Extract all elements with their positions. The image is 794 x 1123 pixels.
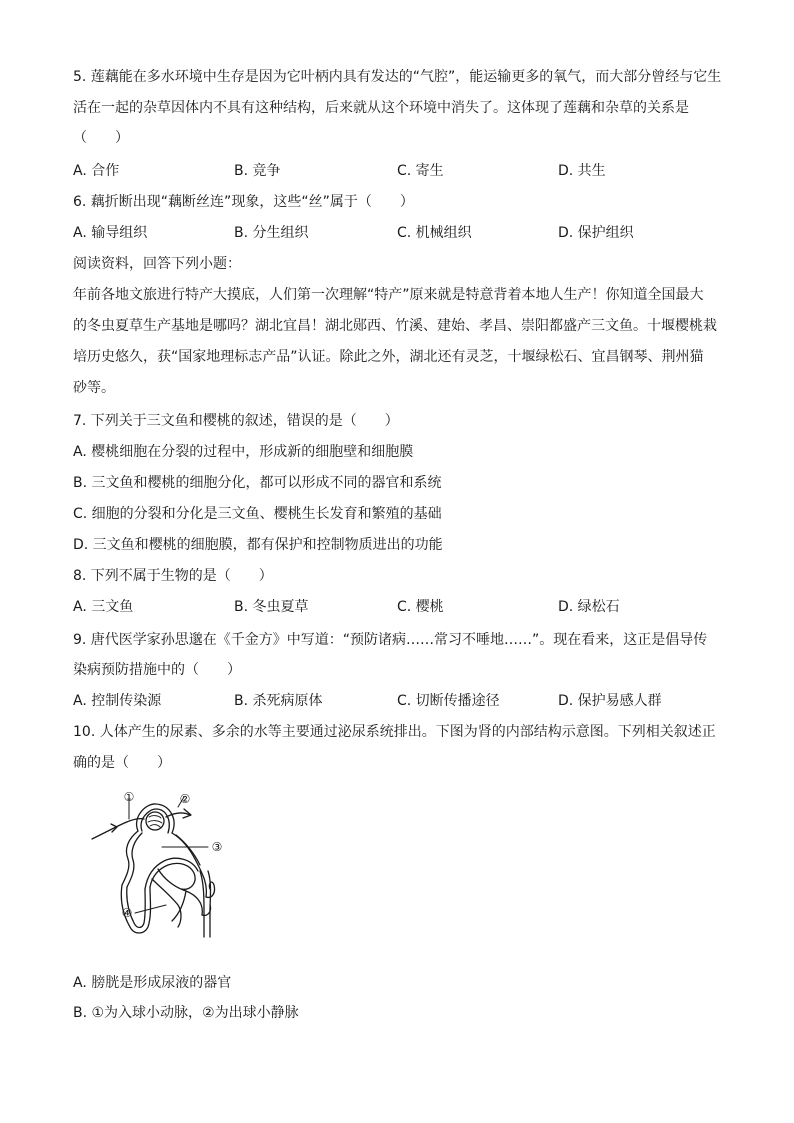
q5-stem-line2: 活在一起的杂草因体内不具有这种结构，后来就从这个环境中消失了。这体现了莲藕和杂草的关系是 xyxy=(73,100,689,116)
q6-option-b: B. 分生组织 xyxy=(234,225,309,241)
reading-intro: 阅读资料，回答下列小题： xyxy=(73,256,241,272)
q5-answer-blank: （ ） xyxy=(73,130,129,146)
reading-line2: 的冬虫夏草生产基地是哪吗？湖北宜昌！湖北郧西、竹溪、建始、孝昌、崇阳都盛产三文鱼。十堰樱桃栽 xyxy=(73,318,717,334)
q7-option-d: D. 三文鱼和樱桃的细胞膜，都有保护和控制物质进出的功能 xyxy=(73,537,443,553)
q7-option-c: C. 细胞的分裂和分化是三文鱼、樱桃生长发育和繁殖的基础 xyxy=(73,506,442,522)
q9-option-a: A. 控制传染源 xyxy=(73,693,162,709)
label-1: ① xyxy=(123,790,135,804)
q9-option-d: D. 保护易感人群 xyxy=(558,693,662,709)
q7-option-b: B. 三文鱼和樱桃的细胞分化，都可以形成不同的器官和系统 xyxy=(73,475,442,491)
q6-option-d: D. 保护组织 xyxy=(558,225,634,241)
q9-option-c: C. 切断传播途径 xyxy=(397,693,500,709)
reading-line3: 培历史悠久，获“国家地理标志产品”认证。除此之外，湖北还有灵芝，十堰绿松石、宜昌钢琴、荆州猫 xyxy=(73,349,704,365)
q5-option-d: D. 共生 xyxy=(558,163,606,179)
q5-option-b: B. 竞争 xyxy=(234,163,281,179)
afferent-arteriole xyxy=(116,819,144,827)
label-2: ② xyxy=(179,792,191,806)
q6-stem: 6. 藕折断出现“藕断丝连”现象，这些“丝”属于（ ） xyxy=(73,194,414,210)
distal-tubule xyxy=(150,863,195,889)
q6-option-c: C. 机械组织 xyxy=(397,225,472,241)
q6-option-a: A. 输导组织 xyxy=(73,225,148,241)
afferent-arrow xyxy=(92,827,116,839)
q9-stem-line1: 9. 唐代医学家孙思邈在《千金方》中写道：“预防诸病……常习不唾地……”。现在看来，这正是倡导传 xyxy=(73,632,708,648)
q7-stem: 7. 下列关于三文鱼和樱桃的叙述，错误的是（ ） xyxy=(73,413,399,429)
label-3: ③ xyxy=(211,840,223,854)
q10-stem-line1: 10. 人体产生的尿素、多余的水等主要通过泌尿系统排出。下图为肾的内部结构示意图。下列相关叙述正 xyxy=(73,724,716,740)
q10-option-a: A. 膀胱是形成尿液的器官 xyxy=(73,975,232,991)
label-4: ④ xyxy=(121,906,133,920)
q9-stem-line2: 染病预防措施中的（ ） xyxy=(73,662,241,678)
nephron-diagram xyxy=(86,787,246,942)
q8-stem: 8. 下列不属于生物的是（ ） xyxy=(73,568,273,584)
q10-option-b: B. ①为入球小动脉，②为出球小静脉 xyxy=(73,1005,299,1021)
q10-stem-line2: 确的是（ ） xyxy=(73,755,171,771)
q8-option-a: A. 三文鱼 xyxy=(73,599,134,615)
q5-option-c: C. 寄生 xyxy=(397,163,444,179)
q8-option-c: C. 樱桃 xyxy=(397,599,444,615)
q5-stem-line1: 5. 莲藕能在多水环境中生存是因为它叶柄内具有发达的“气腔”，能运输更多的氧气，而大部分曾经与它生 xyxy=(73,69,722,85)
q8-option-b: B. 冬虫夏草 xyxy=(234,599,309,615)
reading-line4: 砂等。 xyxy=(73,380,115,396)
q8-option-d: D. 绿松石 xyxy=(558,599,620,615)
q9-option-b: B. 杀死病原体 xyxy=(234,693,323,709)
q5-option-a: A. 合作 xyxy=(73,163,120,179)
tubule-left xyxy=(122,831,138,885)
q7-option-a: A. 樱桃细胞在分裂的过程中，形成新的细胞壁和细胞膜 xyxy=(73,444,414,460)
reading-line1: 年前各地文旅进行特产大摸底，人们第一次理解“特产”原来就是特意背着本地人生产！你知道全国最大 xyxy=(73,287,704,303)
